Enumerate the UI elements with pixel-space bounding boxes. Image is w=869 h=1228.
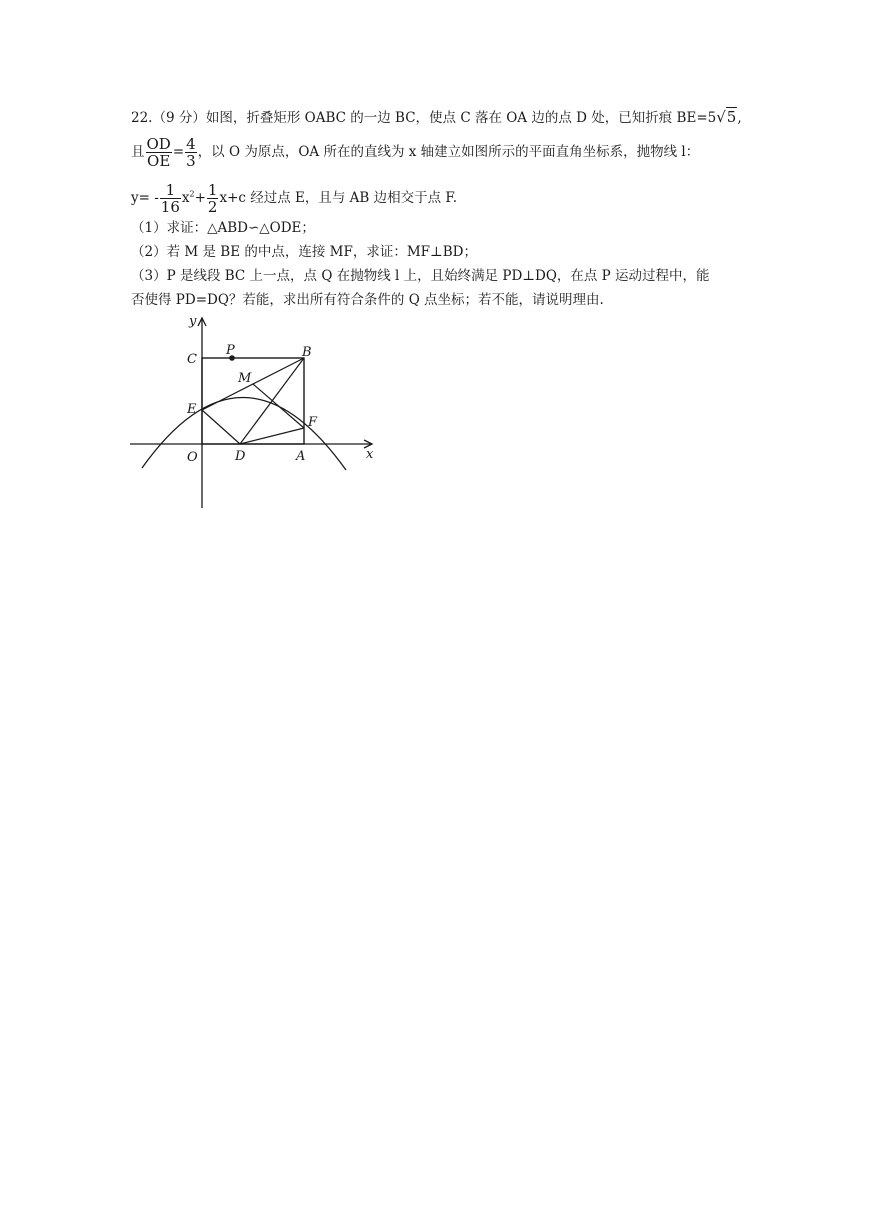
label-m: M (238, 371, 252, 386)
line1-end: , (737, 110, 742, 126)
label-c: C (187, 352, 197, 367)
geometry-figure (128, 312, 388, 512)
line2-prefix: 且 (131, 144, 145, 160)
line3-prefix: y= - (131, 190, 159, 206)
x-squared-exponent: 2 (189, 189, 195, 199)
line2-suffix: ，以 O 为原点，OA 所在的直线为 x 轴建立如图所示的平面直角坐标系，抛物线 l： (197, 144, 700, 160)
problem-line-1 (131, 107, 742, 128)
coefficient2-fraction (207, 182, 219, 215)
ratio-equals: = (172, 144, 185, 160)
plus-sign: + (194, 190, 206, 206)
ratio-fraction (146, 136, 172, 169)
label-y: y (189, 314, 197, 329)
ratio-value-denominator: 3 (186, 152, 196, 170)
question-1: （1）求证：△ABD∽△ODE； (131, 220, 315, 236)
label-x: x (366, 447, 374, 462)
sqrt-radicand: 5 (726, 108, 737, 126)
segment-mf (253, 384, 304, 428)
question-3-line-1: （3）P 是线段 BC 上一点，点 Q 在抛物线 l 上，且始终满足 PD⊥DQ，在点 P 运动过程中，能 (131, 268, 710, 284)
line3-suffix: x+c 经过点 E，且与 AB 边相交于点 F. (219, 190, 457, 206)
label-e: E (187, 402, 197, 417)
coefficient1-fraction (160, 182, 181, 215)
ratio-value-numerator: 4 (186, 135, 196, 153)
coef2-denominator: 2 (207, 198, 218, 216)
question-2: （2）若 M 是 BE 的中点，连接 MF，求证：MF⊥BD； (131, 244, 477, 260)
sqrt-expression: √5 (716, 108, 737, 126)
coef1-denominator: 16 (160, 198, 180, 216)
segment-ed (202, 410, 240, 444)
problem-line-2 (131, 136, 699, 169)
label-p: P (226, 343, 235, 358)
rectangle-oabc (202, 358, 304, 444)
ratio-numerator: OD (146, 135, 171, 153)
coef2-numerator: 1 (207, 181, 218, 199)
label-d: D (235, 449, 246, 464)
x-squared-base: x (181, 190, 190, 206)
label-o: O (187, 450, 198, 465)
ratio-denominator: OE (147, 152, 171, 170)
question-3-line-2: 否使得 PD=DQ？若能，求出所有符合条件的 Q 点坐标；若不能，请说明理由. (131, 292, 604, 308)
coef1-numerator: 1 (160, 182, 181, 199)
label-a: A (296, 449, 306, 464)
label-f: F (308, 415, 318, 430)
problem-statement-part1: 22.（9 分）如图，折叠矩形 OABC 的一边 BC，使点 C 落在 OA 边的点 D 处，已知折痕 BE=5 (131, 110, 717, 126)
problem-line-3 (131, 182, 457, 215)
label-b: B (302, 345, 312, 360)
ratio-value-fraction (185, 136, 197, 169)
